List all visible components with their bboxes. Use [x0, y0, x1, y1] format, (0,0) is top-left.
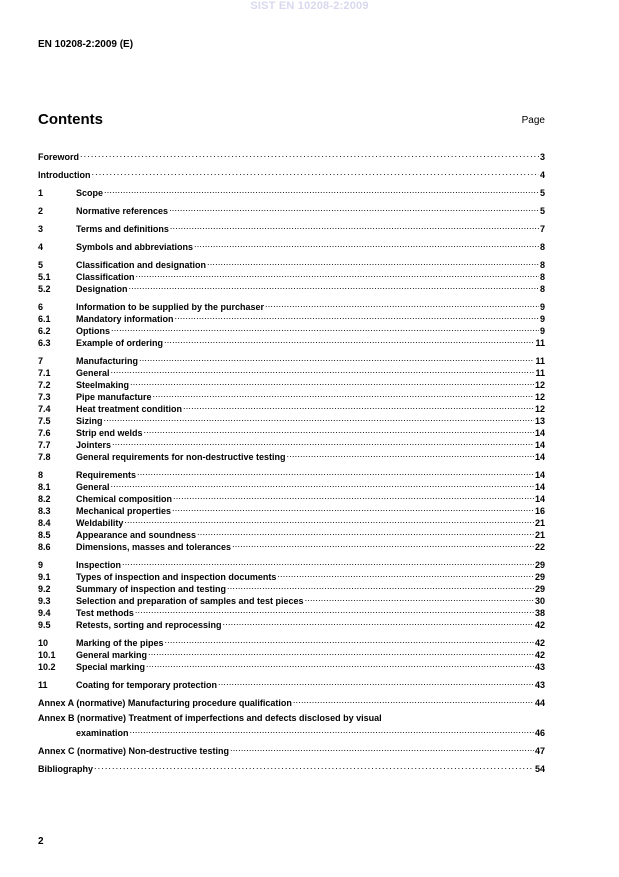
toc-entry-page: 11 — [535, 368, 545, 378]
toc-entry-page: 12 — [534, 404, 545, 414]
toc-entry-title: Requirements — [76, 470, 137, 480]
toc-entry-title: examination — [76, 728, 129, 738]
toc-entry-number: 10.2 — [38, 662, 56, 672]
toc-entry-page: 9 — [539, 302, 545, 312]
toc-main-entries — [38, 148, 545, 706]
toc-entry-title: Summary of inspection and testing — [76, 584, 227, 594]
toc-entry-title: Heat treatment condition — [76, 404, 183, 414]
table-of-contents — [38, 148, 545, 772]
toc-entry-number: 3 — [38, 224, 44, 234]
toc-entry-number: 9.1 — [38, 572, 51, 582]
toc-entry-page: 11 — [535, 338, 545, 348]
toc-tail-entries — [38, 742, 545, 772]
toc-entry[interactable] — [38, 676, 545, 688]
toc-entry-title: Scope — [76, 188, 104, 198]
watermark: SIST EN 10208-2:2009 — [250, 0, 369, 12]
toc-entry-title: Mechanical properties — [76, 506, 172, 516]
toc-entry[interactable] — [38, 634, 545, 646]
dot-leader — [206, 256, 539, 268]
toc-entry-page: 29 — [534, 572, 545, 582]
dot-leader — [286, 448, 534, 460]
toc-entry-annex-b[interactable] — [38, 712, 545, 724]
dot-leader — [152, 388, 534, 400]
dot-leader — [171, 502, 534, 514]
toc-entry-page: 14 — [534, 482, 545, 492]
toc-entry-number: 7.6 — [38, 428, 51, 438]
toc-entry-page: 14 — [534, 494, 545, 504]
toc-entry-page: 7 — [539, 224, 545, 234]
toc-entry-page: 14 — [534, 440, 545, 450]
toc-entry-page: 29 — [534, 560, 545, 570]
toc-entry-page: 47 — [534, 746, 545, 756]
toc-entry-title: Types of inspection and inspection documents — [76, 572, 277, 582]
toc-entry-number: 8.3 — [38, 506, 51, 516]
dot-leader — [103, 184, 539, 196]
toc-entry-title: Inspection — [76, 560, 122, 570]
toc-entry-page: 43 — [534, 662, 545, 672]
toc-entry-page: 8 — [539, 260, 545, 270]
dot-leader — [121, 556, 534, 568]
toc-entry-number: 9.3 — [38, 596, 51, 606]
toc-entry-page: 8 — [539, 242, 545, 252]
toc-entry-title: Special marking — [76, 662, 146, 672]
toc-entry-page: 14 — [534, 470, 545, 480]
dot-leader — [172, 490, 534, 502]
document-id: EN 10208-2:2009 (E) — [38, 39, 134, 50]
dot-leader — [229, 742, 534, 754]
toc-entry-number: 7.7 — [38, 440, 51, 450]
toc-entry-title: Classification and designation — [76, 260, 207, 270]
toc-entry-title: General — [76, 482, 110, 492]
toc-entry-title: Annex C (normative) Non-destructive testing — [38, 746, 230, 756]
toc-entry-page: 12 — [534, 392, 545, 402]
dot-leader — [276, 568, 534, 580]
toc-entry[interactable] — [38, 202, 545, 214]
toc-entry-title: Introduction — [38, 170, 91, 180]
toc-entry-title: Retests, sorting and reprocessing — [76, 620, 222, 630]
toc-entry-title: Terms and definitions — [76, 224, 169, 234]
toc-entry-number: 7.5 — [38, 416, 51, 426]
toc-entry-number: 8 — [38, 470, 44, 480]
dot-leader — [174, 310, 539, 322]
toc-entry-page: 14 — [534, 428, 545, 438]
toc-entry-number: 8.6 — [38, 542, 51, 552]
toc-entry[interactable] — [38, 364, 545, 376]
dot-leader — [93, 760, 534, 772]
dot-leader — [147, 646, 534, 658]
page-column-label: Page — [521, 115, 545, 126]
toc-entry-number: 9.2 — [38, 584, 51, 594]
toc-entry[interactable] — [38, 220, 545, 232]
toc-entry-title: Options — [76, 326, 110, 336]
toc-entry-page: 42 — [534, 638, 545, 648]
toc-entry-title: Sizing — [76, 416, 103, 426]
dot-leader — [143, 424, 534, 436]
toc-entry[interactable] — [38, 334, 545, 346]
toc-entry-title: Selection and preparation of samples and test pieces — [76, 596, 304, 606]
toc-entry-annex-b-continued[interactable] — [38, 724, 545, 736]
toc-entry-title: Marking of the pipes — [76, 638, 164, 648]
toc-entry-number: 9.5 — [38, 620, 51, 630]
toc-entry-title: Test methods — [76, 608, 134, 618]
dot-leader — [231, 538, 534, 550]
toc-entry-page: 3 — [539, 152, 545, 162]
dot-leader — [138, 352, 534, 364]
toc-entry-title: Strip end welds — [76, 428, 143, 438]
toc-entry-number: 10.1 — [38, 650, 56, 660]
toc-entry-number: 7.2 — [38, 380, 51, 390]
toc-entry[interactable] — [38, 412, 545, 424]
dot-leader — [123, 514, 534, 526]
dot-leader — [110, 322, 539, 334]
toc-entry-page: 12 — [534, 380, 545, 390]
toc-entry[interactable] — [38, 478, 545, 490]
toc-entry-number: 8.1 — [38, 482, 51, 492]
toc-entry[interactable] — [38, 322, 545, 334]
dot-leader — [129, 376, 534, 388]
contents-heading: Contents — [38, 111, 103, 128]
dot-leader — [222, 616, 534, 628]
dot-leader — [168, 202, 539, 214]
page-number: 2 — [38, 836, 44, 847]
toc-entry-page: 9 — [539, 326, 545, 336]
toc-entry-number: 7.8 — [38, 452, 51, 462]
toc-entry-number: 10 — [38, 638, 49, 648]
toc-entry-number: 7.3 — [38, 392, 51, 402]
dot-leader — [193, 238, 539, 250]
toc-entry-page: 8 — [539, 284, 545, 294]
toc-entry-title: Mandatory information — [76, 314, 174, 324]
toc-entry-page: 21 — [534, 530, 545, 540]
dot-leader — [292, 694, 534, 706]
dot-leader — [110, 478, 534, 490]
dot-leader — [145, 658, 534, 670]
toc-entry-page: 4 — [539, 170, 545, 180]
toc-entry-number: 7.1 — [38, 368, 51, 378]
toc-entry-title: Classification — [76, 272, 135, 282]
dot-leader — [217, 676, 534, 688]
toc-entry-page: 22 — [534, 542, 545, 552]
toc-entry-number: 2 — [38, 206, 44, 216]
dot-leader — [226, 580, 534, 592]
toc-entry-title: Weldability — [76, 518, 124, 528]
dot-leader — [111, 436, 534, 448]
toc-entry-page: 42 — [534, 620, 545, 630]
toc-entry-page: 29 — [534, 584, 545, 594]
toc-entry-number: 5.1 — [38, 272, 51, 282]
dot-leader — [134, 604, 534, 616]
toc-entry[interactable] — [38, 490, 545, 502]
toc-entry-number: 6.3 — [38, 338, 51, 348]
toc-entry-number: 4 — [38, 242, 44, 252]
toc-entry[interactable] — [38, 238, 545, 250]
toc-entry-title: Jointers — [76, 440, 112, 450]
toc-entry-title: Annex B (normative) Treatment of imperfections and defects disclosed by visual — [38, 713, 382, 723]
toc-entry-title: Manufacturing — [76, 356, 138, 366]
toc-entry-number: 5.2 — [38, 284, 51, 294]
dot-leader — [103, 412, 534, 424]
dot-leader — [128, 280, 539, 292]
toc-entry-title: Example of ordering — [76, 338, 164, 348]
toc-entry-title: General marking — [76, 650, 148, 660]
toc-entry[interactable] — [38, 352, 545, 364]
toc-entry[interactable] — [38, 556, 545, 568]
toc-entry-title: Coating for temporary protection — [76, 680, 218, 690]
toc-entry-page: 54 — [534, 764, 545, 774]
toc-entry-page: 5 — [539, 188, 545, 198]
toc-entry-number: 8.4 — [38, 518, 51, 528]
toc-entry-page: 43 — [534, 680, 545, 690]
toc-entry-page: 38 — [534, 608, 545, 618]
toc-entry-number: 11 — [38, 680, 48, 690]
toc-entry-page: 42 — [534, 650, 545, 660]
toc-entry-number: 6 — [38, 302, 44, 312]
toc-entry[interactable] — [38, 466, 545, 478]
toc-entry-number: 6.2 — [38, 326, 51, 336]
toc-entry[interactable] — [38, 376, 545, 388]
toc-entry-title: General requirements for non-destructive testing — [76, 452, 286, 462]
toc-entry[interactable] — [38, 424, 545, 436]
dot-leader — [91, 166, 539, 178]
toc-entry[interactable] — [38, 436, 545, 448]
toc-entry[interactable] — [38, 448, 545, 460]
toc-entry-page: 21 — [534, 518, 545, 528]
toc-entry-title: Bibliography — [38, 764, 94, 774]
dot-leader — [136, 466, 534, 478]
toc-entry-title: Symbols and abbreviations — [76, 242, 194, 252]
dot-leader — [182, 400, 534, 412]
toc-entry-number: 7.4 — [38, 404, 51, 414]
dot-leader — [163, 334, 534, 346]
dot-leader — [135, 268, 539, 280]
toc-entry-page: 8 — [539, 272, 545, 282]
toc-entry[interactable] — [38, 166, 545, 178]
toc-entry-number: 7 — [38, 356, 44, 366]
toc-entry-page: 5 — [539, 206, 545, 216]
toc-entry-title: Appearance and soundness — [76, 530, 197, 540]
toc-entry-number: 1 — [38, 188, 44, 198]
toc-entry[interactable] — [38, 298, 545, 310]
dot-leader — [196, 526, 534, 538]
dot-leader — [79, 148, 539, 160]
toc-entry-title: Chemical composition — [76, 494, 173, 504]
toc-entry-title: General — [76, 368, 110, 378]
dot-leader — [169, 220, 539, 232]
toc-entry-page: 9 — [539, 314, 545, 324]
toc-entry-number: 9 — [38, 560, 44, 570]
toc-entry-page: 44 — [534, 698, 545, 708]
dot-leader — [164, 634, 534, 646]
toc-entry[interactable] — [38, 256, 545, 268]
toc-entry-title: Information to be supplied by the purchaser — [76, 302, 265, 312]
toc-entry-number: 5 — [38, 260, 44, 270]
toc-entry-title: Foreword — [38, 152, 80, 162]
toc-entry-number: 6.1 — [38, 314, 51, 324]
toc-entry-number: 8.5 — [38, 530, 51, 540]
toc-entry-page: 30 — [534, 596, 545, 606]
toc-entry-title: Annex A (normative) Manufacturing procedure qualification — [38, 698, 292, 708]
toc-entry-page: 16 — [534, 506, 545, 516]
toc-entry-title: Dimensions, masses and tolerances — [76, 542, 232, 552]
toc-entry[interactable] — [38, 184, 545, 196]
toc-entry-number: 9.4 — [38, 608, 51, 618]
dot-leader — [264, 298, 539, 310]
toc-entry[interactable] — [38, 760, 545, 772]
toc-entry-page: 46 — [534, 728, 545, 738]
toc-entry[interactable] — [38, 742, 545, 754]
toc-entry-title: Steelmaking — [76, 380, 130, 390]
toc-entry-page: 13 — [534, 416, 545, 426]
toc-entry-title: Normative references — [76, 206, 169, 216]
dot-leader — [304, 592, 534, 604]
dot-leader — [110, 364, 535, 376]
toc-entry-page: 11 — [535, 356, 545, 366]
toc-entry-page: 14 — [534, 452, 545, 462]
toc-entry[interactable] — [38, 148, 545, 160]
toc-entry-title: Designation — [76, 284, 128, 294]
dot-leader — [129, 724, 534, 736]
toc-entry[interactable] — [38, 694, 545, 706]
toc-entry-number: 8.2 — [38, 494, 51, 504]
toc-entry-title: Pipe manufacture — [76, 392, 152, 402]
